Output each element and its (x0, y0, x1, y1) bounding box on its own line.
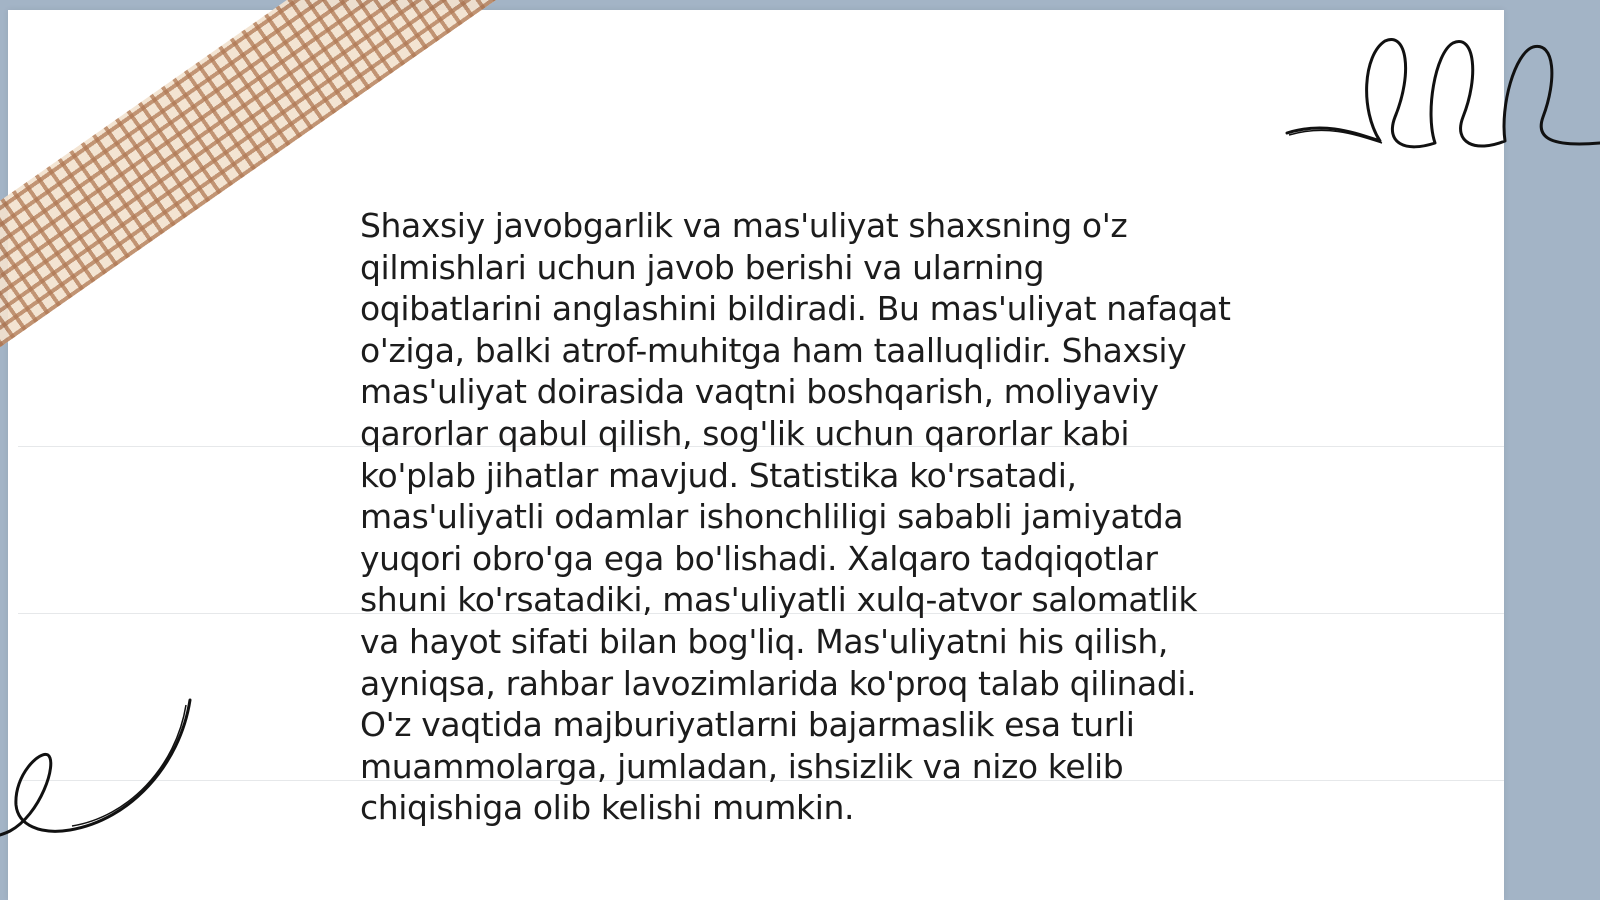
body-paragraph: Shaxsiy javobgarlik va mas'uliyat shaxsning o'z qilmishlari uchun javob berishi va ularning oqibatlarini anglashini bildiradi. Bu mas'uliyat nafaqat o'ziga, balki atrof-muhitga ham taalluqlidir. Shaxsiy mas'uliyat doirasida vaqtni boshqarish, moliyaviy qarorlar qabul qilish, sog'lik uchun qarorlar kabi ko'plab jihatlar mavjud. Statistika ko'rsatadi, mas'uliyatli odamlar ishonchliligi sababli jamiyatda yuqori obro'ga ega bo'lishadi. Xalqaro tadqiqotlar shuni ko'rsatadiki, mas'uliyatli xulq-atvor salomatlik va hayot sifati bilan bog'liq. Mas'uliyatni his qilish, ayniqsa, rahbar lavozimlarida ko'proq talab qilinadi. O'z vaqtida majburiyatlarni bajarmaslik esa turli muammolarga, jumladan, ishsizlik va nizo kelib chiqishiga olib kelishi mumkin. (360, 206, 1231, 828)
body-text-block (360, 205, 1260, 829)
loop-squiggle-doodle-icon (1285, 25, 1600, 170)
swirl-doodle-icon (0, 695, 200, 845)
